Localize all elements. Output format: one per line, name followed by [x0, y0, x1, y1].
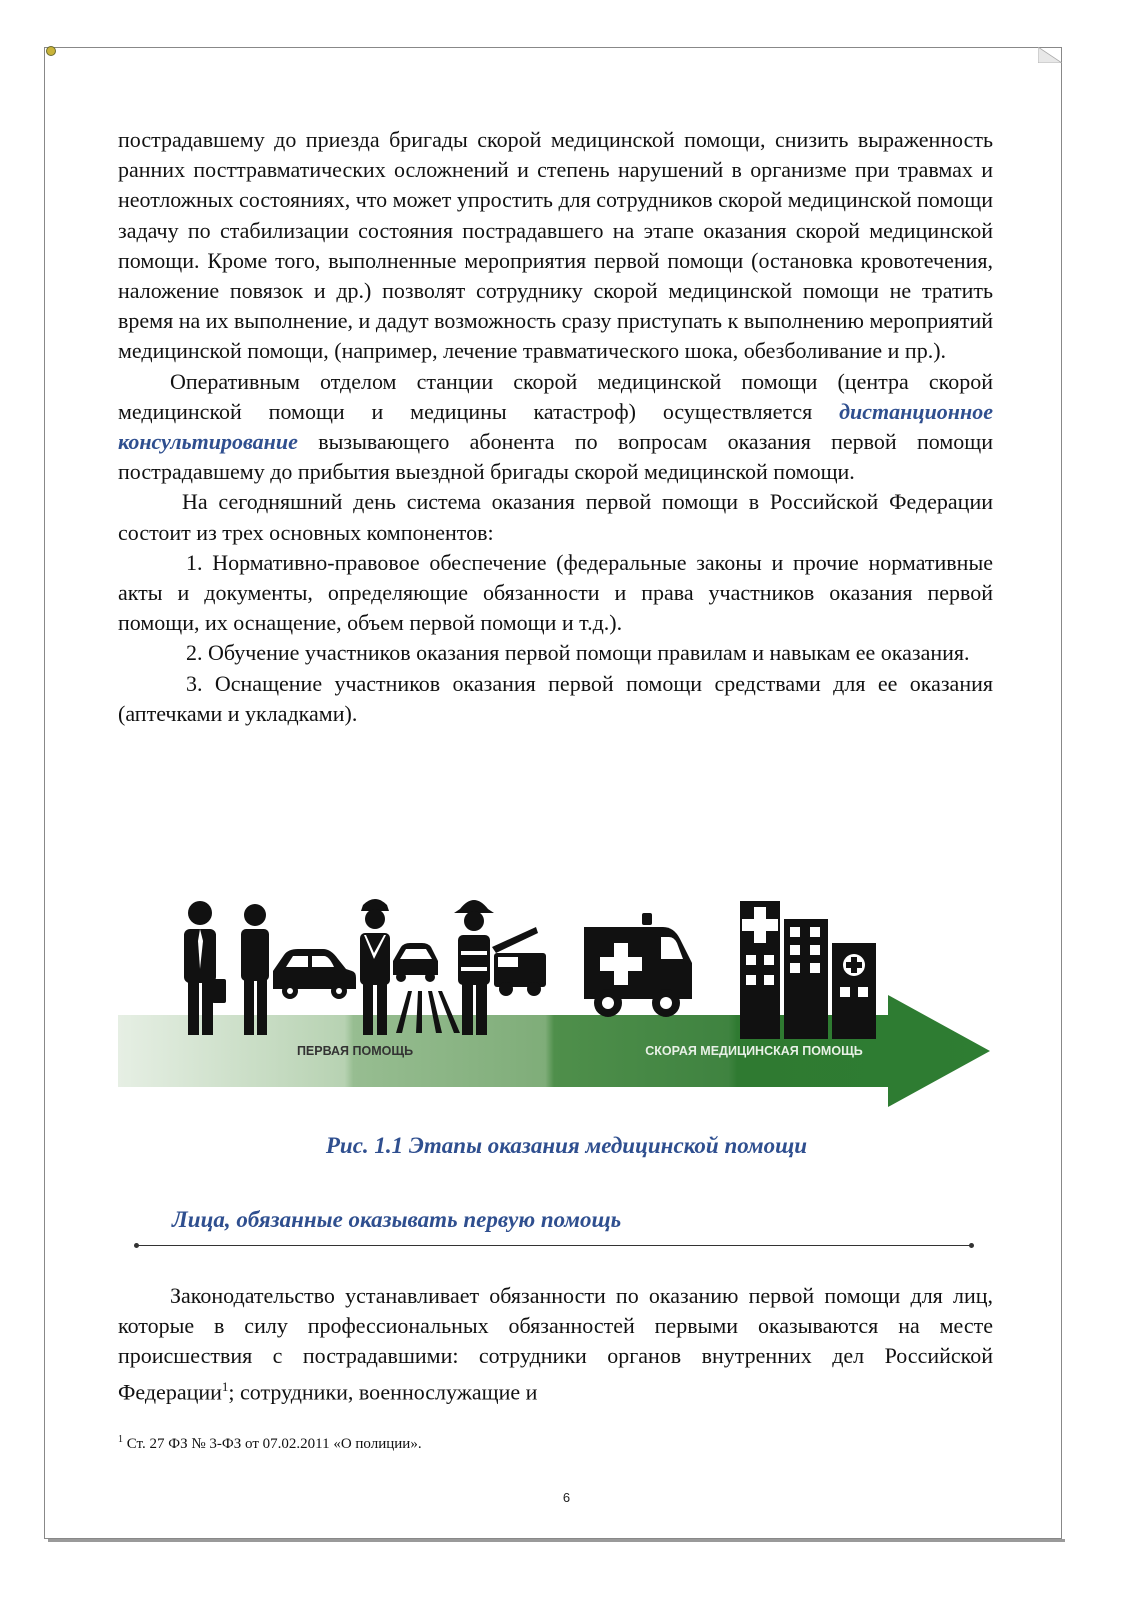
hospital-icon — [740, 901, 876, 1039]
figure-caption: Рис. 1.1 Этапы оказания медицинской помощи — [325, 1133, 808, 1158]
stages-figure — [118, 883, 998, 1113]
last-paragraph — [118, 1281, 993, 1407]
body-text — [118, 125, 993, 729]
ambulance-care-label: СКОРАЯ МЕДИЦИНСКАЯ ПОМОЩЬ — [645, 1044, 863, 1058]
last-paragraph-end: ; сотрудники, военнослужащие и — [228, 1378, 538, 1404]
footnote — [118, 1434, 422, 1453]
paragraph-3: На сегодняшний день система оказания первой помощи в Российской Федерации состоит из трех основных компонентов: — [118, 489, 993, 545]
heading-divider — [136, 1245, 972, 1246]
footnote-marker: 1 — [118, 1434, 123, 1445]
page-fold-icon — [1038, 47, 1062, 63]
stages-illustration — [118, 883, 998, 1113]
businessman-icon — [184, 901, 226, 1035]
highlight-term: дистанционное консультирование — [118, 398, 993, 455]
footnote-text: Ст. 27 ФЗ № 3-ФЗ от 07.02.2011 «О полиции». — [123, 1436, 422, 1452]
traffic-police-icon — [360, 899, 460, 1035]
paragraph-2-start: Оперативным отделом станции скорой медицинской помощи (центра скорой медицинской помощи и медицины катастроф) осуществляется — [118, 368, 993, 424]
list-item-3: 3. Оснащение участников оказания первой помощи средствами для ее оказания (аптечками и укладками). — [118, 670, 993, 726]
section-heading: Лица, обязанные оказывать первую помощь — [172, 1207, 622, 1232]
firefighter-icon — [454, 900, 546, 1035]
paragraph-1: пострадавшему до приезда бригады скорой медицинской помощи, снизить выраженность ранних посттравматических осложнений и степень нарушений в организме при травмах и неотложных состояниях, что может упростить для сотрудников скорой медицинской помощи задачу по стабилизации состояния пострадавшего на этапе оказания скорой медицинской помощи. Кроме того, выполненные мероприятия первой помощи (остановка кровотечения, наложение повязок и др.) позволят сотруднику скорой медицинской помощи не тратить время на их выполнение, и дадут возможность сразу приступать к выполнению мероприятий медицинской помощи, (например, лечение травматического шока, обезболивание и пр.). — [118, 127, 994, 364]
corner-pin-icon — [46, 46, 56, 56]
last-paragraph-text: Законодательство устанавливает обязанности по оказанию первой помощи для лиц, которые в силу профессиональных обязанностей первыми оказываются на месте происшествия с пострадавшими: сотрудники органов внутренних дел Российской Федерации — [118, 1283, 993, 1404]
paragraph-2 — [118, 367, 993, 488]
list-item-2: 2. Обучение участников оказания первой помощи правилам и навыкам ее оказания. — [186, 640, 970, 666]
page-number: 6 — [562, 1490, 571, 1505]
paragraph-2-end: вызывающего абонента по вопросам оказания первой помощи пострадавшему до прибытия выездной бригады скорой медицинской помощи. — [118, 429, 993, 485]
footnote-ref[interactable]: 1 — [221, 1378, 229, 1394]
ambulance-icon — [584, 913, 692, 1017]
first-aid-label: ПЕРВАЯ ПОМОЩЬ — [296, 1044, 414, 1058]
list-item-1: 1. Нормативно-правовое обеспечение (федеральные законы и прочие нормативные акты и документы, определяющие обязанности и права участников оказания первой помощи, их оснащение, объем первой помощи и т.д.). — [118, 549, 993, 636]
